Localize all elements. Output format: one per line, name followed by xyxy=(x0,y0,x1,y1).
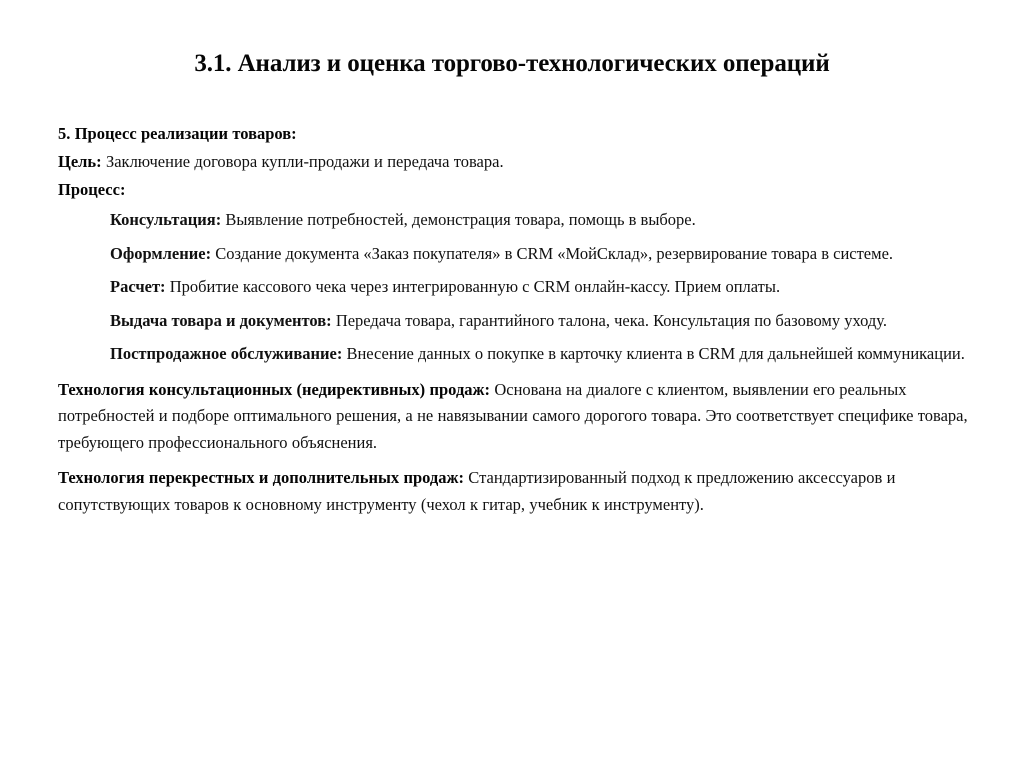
process-step-handover xyxy=(58,308,970,335)
process-step-label: Оформление: xyxy=(110,243,212,263)
technology-consultative-sales xyxy=(58,377,970,457)
technology-text: Основана на диалоге с клиентом, выявлении его реальных потребностей и подборе оптимального решения, а не навязывании самого дорогого товара. Это соответствует специфике товара, требующего профессионального объяснения. xyxy=(58,379,968,452)
section-heading xyxy=(58,120,970,148)
process-step-text: Внесение данных о покупке в карточку клиента в CRM для дальнейшей коммуникации. xyxy=(342,344,965,363)
slide-body xyxy=(58,120,970,518)
process-step-label: Постпродажное обслуживание: xyxy=(110,344,343,363)
technology-label: Технология консультационных (недирективных) продаж: xyxy=(58,379,491,399)
technologies-block xyxy=(58,377,970,519)
page-title: 3.1. Анализ и оценка торгово-технологических операций xyxy=(194,49,830,77)
process-step-text: Пробитие кассового чека через интегрированную с CRM онлайн-кассу. Прием оплаты. xyxy=(165,277,781,296)
process-heading xyxy=(58,176,970,204)
technology-label: Технология перекрестных и дополнительных продаж: xyxy=(58,468,464,487)
process-label: Процесс: xyxy=(58,180,126,199)
technology-cross-selling xyxy=(58,465,970,518)
process-step-text: Передача товара, гарантийного талона, чека. Консультация по базовому уходу. xyxy=(331,310,888,330)
process-step-label: Расчет: xyxy=(110,277,166,296)
process-step-text: Создание документа «Заказ покупателя» в CRM «МойСклад», резервирование товара в системе. xyxy=(211,243,894,263)
section-heading-text: 5. Процесс реализации товаров: xyxy=(58,124,297,143)
process-step-aftersales xyxy=(58,341,970,368)
technology-text: Стандартизированный подход к предложению аксессуаров и сопутствующих товаров к основному инструменту (чехол к гитар, учебник к инструменту). xyxy=(58,468,896,514)
process-step-label: Выдача товара и документов: xyxy=(110,310,332,330)
goal-label: Цель: xyxy=(58,152,102,171)
process-step-label: Консультация: xyxy=(110,210,222,229)
process-step-text: Выявление потребностей, демонстрация товара, помощь в выборе. xyxy=(221,210,696,229)
process-step-registration xyxy=(58,241,970,268)
process-step-consultation xyxy=(58,207,970,234)
goal-text: Заключение договора купли-продажи и передача товара. xyxy=(101,152,504,171)
process-steps-list xyxy=(58,207,970,368)
goal-line xyxy=(58,148,970,176)
process-step-payment xyxy=(58,274,970,301)
